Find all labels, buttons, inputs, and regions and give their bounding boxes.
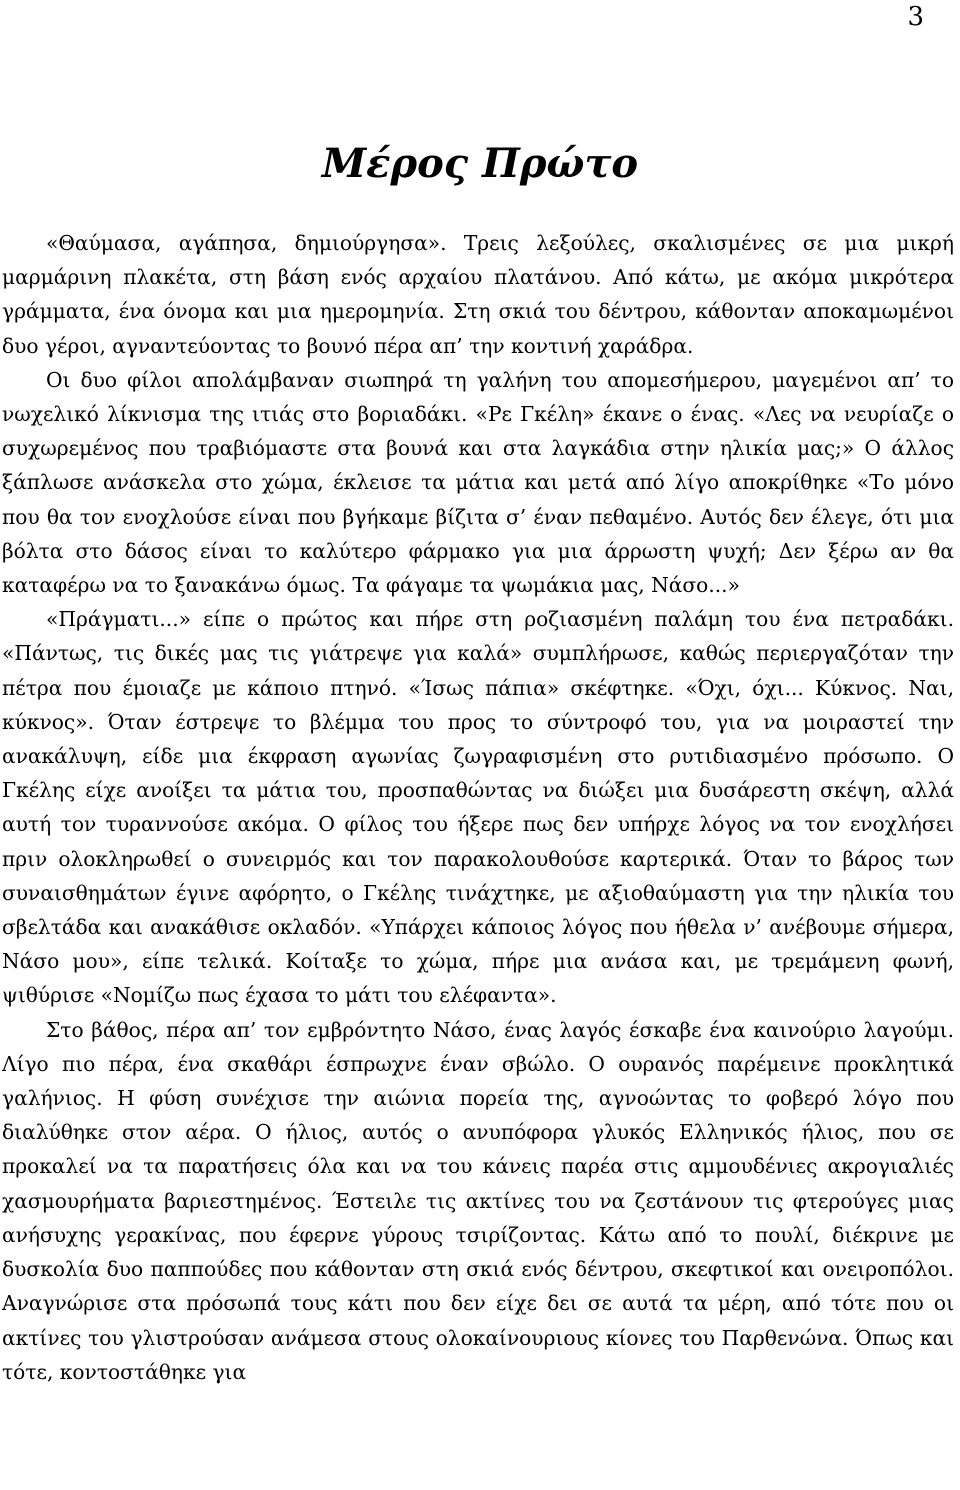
page-number: 3 (907, 2, 924, 32)
paragraph-1: «Θαύμασα, αγάπησα, δημιούργησα». Τρεις λεξούλες, σκαλισμένες σε μια μικρή μαρμάρινη πλακέτα, στη βάση ενός αρχαίου πλατάνου. Από κάτω, με ακόμα μικρότερα γράμματα, ένα όνομα και μια ημερομηνία. Στη σκιά του δέντρου, κάθονταν αποκαμωμένοι δυο γέροι, αγναντεύοντας το βουνό πέρα απ’ την κοντινή χαράδρα. (2, 231, 954, 358)
chapter-title: Μέρος Πρώτο (321, 140, 639, 187)
paragraph-2: Οι δυο φίλοι απολάμβαναν σιωπηρά τη γαλήνη του απομεσήμερου, μαγεμένοι απ’ το νωχελικό λίκνισμα της ιτιάς στο βοριαδάκι. «Ρε Γκέλη» έκανε ο ένας. «Λες να νευρίαζε ο συχωρεμένος που τραβιόμαστε στα βουνά και στα λαγκάδια στην ηλικία μας;» Ο άλλος ξάπλωσε ανάσκελα στο χώμα, έκλεισε τα μάτια και μετά από λίγο αποκρίθηκε «Το μόνο που θα τον ενοχλούσε είναι που βγήκαμε βίζιτα σ’ έναν πεθαμένο. Αυτός δεν έλεγε, ότι μια βόλτα στο δάσος είναι το καλύτερο φάρμακο για μια άρρωστη ψυχή; Δεν ξέρω αν θα καταφέρω να το ξανακάνω όμως. Τα φάγαμε τα ψωμάκια μας, Νάσο...» (2, 367, 954, 598)
paragraph-3: «Πράγματι...» είπε ο πρώτος και πήρε στη ροζιασμένη παλάμη του ένα πετραδάκι. «Πάντως, τις δικές μας τις γιάτρεψε για καλά» συμπλήρωσε, καθώς περιεργαζόταν την πέτρα που έμοιαζε με κάποιο πτηνό. «Ίσως πάπια» σκέφτηκε. «Όχι, όχι... Κύκνος. Ναι, κύκνος». Όταν έστρεψε το βλέμμα του προς το σύντροφό του, για να μοιραστεί την ανακάλυψη, είδε μια έκφραση αγωνίας ζωγραφισμένη στο ρυτιδιασμένο πρόσωπο. Ο Γκέλης είχε ανοίξει τα μάτια του, προσπαθώντας να διώξει μια δυσάρεστη σκέψη, αλλά αυτή τον τυραννούσε ακόμα. Ο φίλος του ήξερε πως δεν υπήρχε λόγος να τον ενοχλήσει πριν ολοκληρωθεί ο συνειρμός και τον παρακολουθούσε καρτερικά. Όταν το βάρος των συναισθημάτων έγινε αφόρητο, ο Γκέλης τινάχτηκε, με αξιοθαύμαστη για την ηλικία του σβελτάδα και ανακάθισε οκλαδόν. «Υπάρχει κάποιος λόγος που ήθελα ν’ ανέβουμε σήμερα, Νάσο μου», είπε τελικά. Κοίταξε το χώμα, πήρε μια ανάσα και, με τρεμάμενη φωνή, ψιθύρισε «Νομίζω πως έχασα το μάτι του ελέφαντα». (2, 607, 954, 1008)
paragraph-4: Στο βάθος, πέρα απ’ τον εμβρόντητο Νάσο, ένας λαγός έσκαβε ένα καινούριο λαγούμι. Λίγο πιο πέρα, ένα σκαθάρι έσπρωχνε έναν σβώλο. Ο ουρανός παρέμεινε προκλητικά γαλήνιος. Η φύση συνέχισε την αιώνια πορεία της, αγνοώντας το φοβερό λόγο που διαλύθηκε στον αέρα. Ο ήλιος, αυτός ο ανυπόφορα γλυκός Ελληνικός ήλιος, που σε προκαλεί να τα παρατήσεις όλα και να του κάνεις παρέα στις αμμουδένιες ακρογιαλιές χασμουρήματα βαριεστημένος. Έστειλε τις ακτίνες του να ζεστάνουν τις φτερούγες μιας ανήσυχης γερακίνας, που έφερνε γύρους τσιρίζοντας. Κάτω από το πουλί, διέκρινε με δυσκολία δυο παππούδες που κάθονταν στη σκιά ενός δέντρου, σκεφτικοί και ονειροπόλοι. Αναγνώρισε στα πρόσωπά τους κάτι που δεν είχε δει σε αυτά τα μέρη, από τότε που οι ακτίνες του γλιστρούσαν ανάμεσα στους ολοκαίνουριους κίονες του Παρθενώνα. Όπως και τότε, κοντοστάθηκε για (2, 1017, 954, 1384)
body-text (2, 226, 954, 1389)
